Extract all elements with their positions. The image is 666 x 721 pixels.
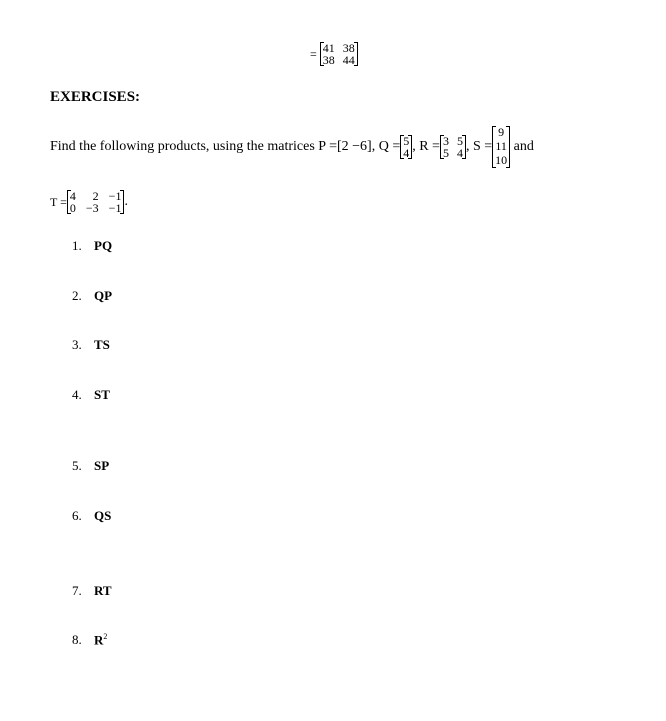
instruction-line	[50, 124, 534, 170]
result-equation	[310, 42, 358, 66]
list-item	[72, 508, 111, 524]
matrix-cell: −1	[108, 201, 122, 215]
matrix-cell: 41	[322, 41, 335, 55]
matrix-cell: 11	[495, 139, 507, 154]
matrix-cell: −3	[85, 201, 99, 215]
result-matrix	[320, 42, 358, 66]
q-matrix	[400, 135, 412, 159]
t-period: .	[124, 194, 128, 209]
item-label: TS	[94, 337, 110, 352]
item-number: 6.	[72, 508, 82, 523]
q-label: , Q =	[371, 139, 401, 154]
matrix-cell: 3	[442, 134, 449, 148]
and-text: and	[513, 139, 534, 154]
list-item	[72, 238, 112, 254]
item-number: 3.	[72, 337, 82, 352]
s-label: , S =	[465, 139, 493, 154]
matrix-cell: 5	[442, 146, 449, 160]
matrix-cell: 4	[69, 189, 76, 203]
r-matrix	[440, 135, 466, 159]
equals-sign: =	[310, 46, 317, 61]
instruction-text: Find the following products, using the matrices P =	[50, 139, 337, 154]
t-definition	[50, 190, 128, 214]
list-item	[72, 337, 110, 353]
matrix-cell: 4	[403, 146, 410, 160]
item-label: QP	[94, 288, 113, 303]
matrix-cell: 38	[342, 41, 355, 55]
list-item	[72, 583, 112, 599]
item-label: RT	[94, 583, 112, 598]
item-number: 7.	[72, 583, 82, 598]
matrix-cell: 9	[498, 125, 505, 140]
item-label: SP	[94, 458, 110, 473]
item-superscript: 2	[103, 632, 108, 641]
item-number: 8.	[72, 632, 82, 648]
matrix-cell: 0	[69, 201, 76, 215]
item-number: 5.	[72, 458, 82, 473]
item-number: 4.	[72, 387, 82, 402]
matrix-cell: 44	[342, 53, 355, 67]
item-label: PQ	[94, 238, 113, 253]
exercises-heading: EXERCISES:	[50, 89, 141, 105]
item-number: 1.	[72, 238, 82, 253]
matrix-cell: 5	[456, 134, 463, 148]
p-matrix: [2 −6]	[336, 139, 372, 154]
r-label: , R =	[412, 139, 440, 154]
item-label: ST	[94, 387, 110, 402]
t-matrix	[67, 190, 125, 214]
list-item	[72, 288, 112, 304]
t-label: T =	[50, 194, 67, 209]
matrix-cell: −1	[108, 189, 122, 203]
matrix-cell: 5	[403, 134, 410, 148]
matrix-cell: 4	[456, 146, 463, 160]
item-number: 2.	[72, 288, 82, 303]
matrix-cell: 2	[92, 189, 99, 203]
matrix-cell: 10	[495, 152, 508, 167]
matrix-cell: 38	[322, 53, 335, 67]
s-matrix	[492, 126, 510, 167]
list-item	[72, 387, 110, 403]
item-label: QS	[94, 508, 112, 523]
item-label: R	[94, 632, 104, 648]
list-item	[72, 632, 107, 648]
list-item	[72, 458, 109, 474]
